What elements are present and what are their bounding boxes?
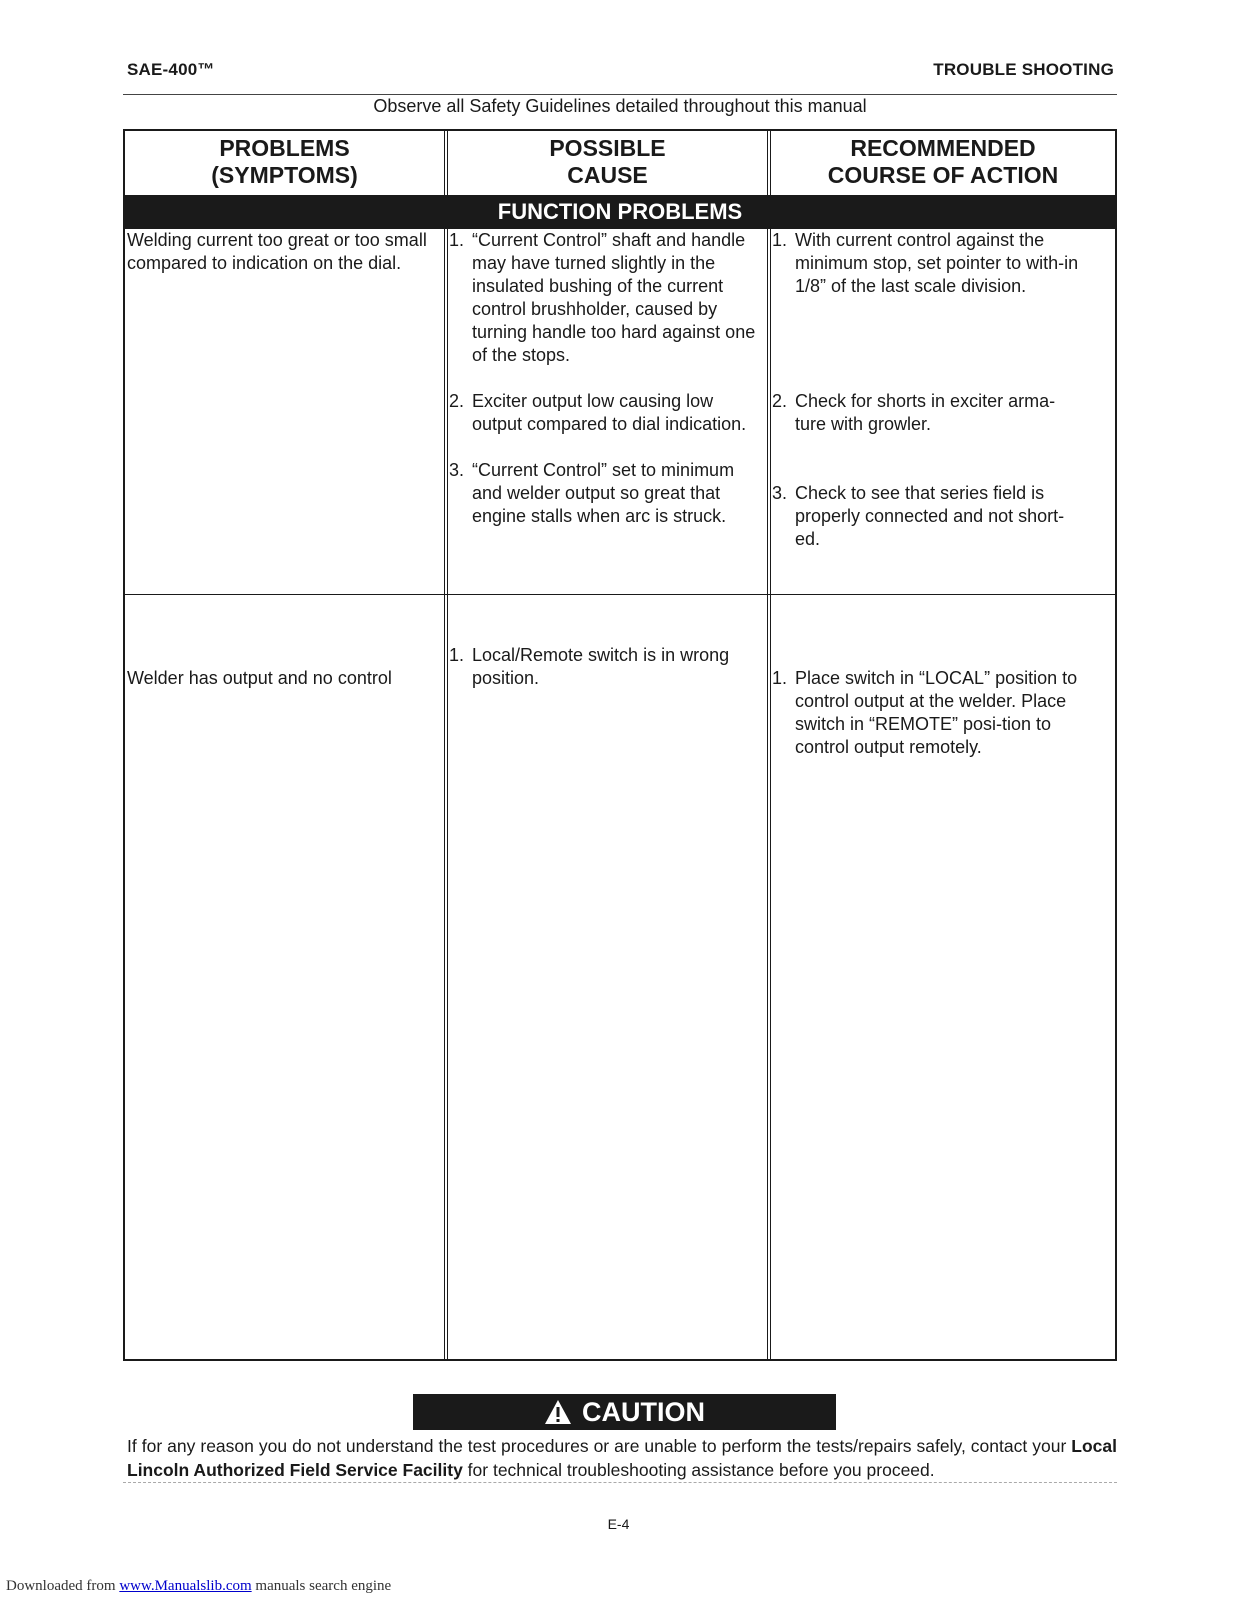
- column-header-action: [771, 131, 1115, 195]
- column-header-line: RECOMMENDED: [850, 135, 1036, 161]
- item-text: Exciter output low causing low output compared to dial indication.: [472, 391, 747, 434]
- section-title: TROUBLE SHOOTING: [933, 60, 1114, 79]
- cause-item: [449, 229, 767, 367]
- column-header-cause: [448, 131, 767, 195]
- action-item: [772, 229, 1086, 298]
- item-text: Check for shorts in exciter arma-ture with growler.: [795, 391, 1056, 434]
- action-cell: [772, 229, 1086, 549]
- footer-prefix: Downloaded from: [6, 1578, 120, 1594]
- item-number: 1.: [772, 668, 788, 688]
- item-text: With current control against the minimum stop, set pointer to with-in 1/8” of the last scale division.: [795, 230, 1079, 296]
- caution-banner: [413, 1394, 836, 1430]
- column-header-line: CAUSE: [567, 162, 648, 188]
- item-number: 1.: [449, 230, 465, 250]
- item-number: 1.: [449, 645, 465, 665]
- column-divider: [767, 131, 771, 1359]
- item-text: Check to see that series field is properly connected and not short-ed.: [795, 483, 1065, 549]
- page-number: E-4: [607, 1516, 630, 1532]
- column-header-line: POSSIBLE: [549, 135, 666, 161]
- caution-text-before: If for any reason you do not understand the test procedures or are unable to perform the tests/repairs safely, contact your: [127, 1436, 1072, 1456]
- section-band: FUNCTION PROBLEMS: [125, 195, 1115, 229]
- troubleshooting-table: [123, 129, 1117, 1361]
- item-number: 3.: [449, 460, 465, 480]
- caution-text-after: for technical troubleshooting assistance before you proceed.: [462, 1460, 935, 1480]
- column-header-line: (SYMPTOMS): [211, 162, 358, 188]
- action-item: [772, 667, 1080, 759]
- action-item: [772, 482, 1086, 551]
- manualslib-link[interactable]: www.Manualslib.com: [119, 1578, 252, 1594]
- item-text: “Current Control” shaft and handle may have turned slightly in the insulated bushing of the current control brushholder, caused by turning handle too hard against one of the stops.: [472, 230, 756, 365]
- column-header-problems: [125, 131, 444, 195]
- column-divider: [444, 131, 448, 1359]
- cause-item: [449, 459, 767, 528]
- header-rule: [123, 94, 1117, 95]
- dashed-rule: [123, 1482, 1117, 1483]
- item-number: 2.: [449, 391, 465, 411]
- action-item: [772, 390, 1086, 436]
- problem-cell: [127, 229, 439, 275]
- caution-service-facility: Local Lincoln Authorized Field Service Facility: [127, 1436, 1117, 1480]
- cause-cell: [449, 644, 749, 690]
- problem-text: Welding current too great or too small compared to indication on the dial.: [127, 230, 427, 273]
- cause-item: [449, 644, 749, 690]
- manual-title: SAE-400™: [127, 60, 215, 79]
- caution-title: CAUTION: [582, 1396, 705, 1427]
- caution-message: [127, 1434, 1117, 1482]
- action-cell: [772, 667, 1080, 759]
- download-footer: [6, 1578, 391, 1595]
- item-number: 3.: [772, 483, 788, 503]
- cause-cell: [449, 229, 767, 528]
- safety-note: Observe all Safety Guidelines detailed throughout this manual: [373, 96, 867, 116]
- item-text: Place switch in “LOCAL” position to control output at the welder. Place switch in “REMOTE” posi-tion to control output remotely.: [795, 668, 1078, 757]
- footer-suffix: manuals search engine: [251, 1578, 392, 1594]
- problem-text: Welder has output and no control: [127, 668, 392, 688]
- column-header-line: COURSE OF ACTION: [827, 162, 1059, 188]
- item-number: 1.: [772, 230, 788, 250]
- column-header-line: PROBLEMS: [219, 135, 350, 161]
- row-divider: [125, 594, 1115, 595]
- problem-cell: [127, 667, 439, 690]
- item-number: 2.: [772, 391, 788, 411]
- item-text: Local/Remote switch is in wrong position.: [472, 645, 730, 688]
- warning-triangle-icon: [544, 1399, 572, 1425]
- item-text: “Current Control” set to minimum and welder output so great that engine stalls when arc is struck.: [472, 460, 735, 526]
- cause-item: [449, 390, 767, 436]
